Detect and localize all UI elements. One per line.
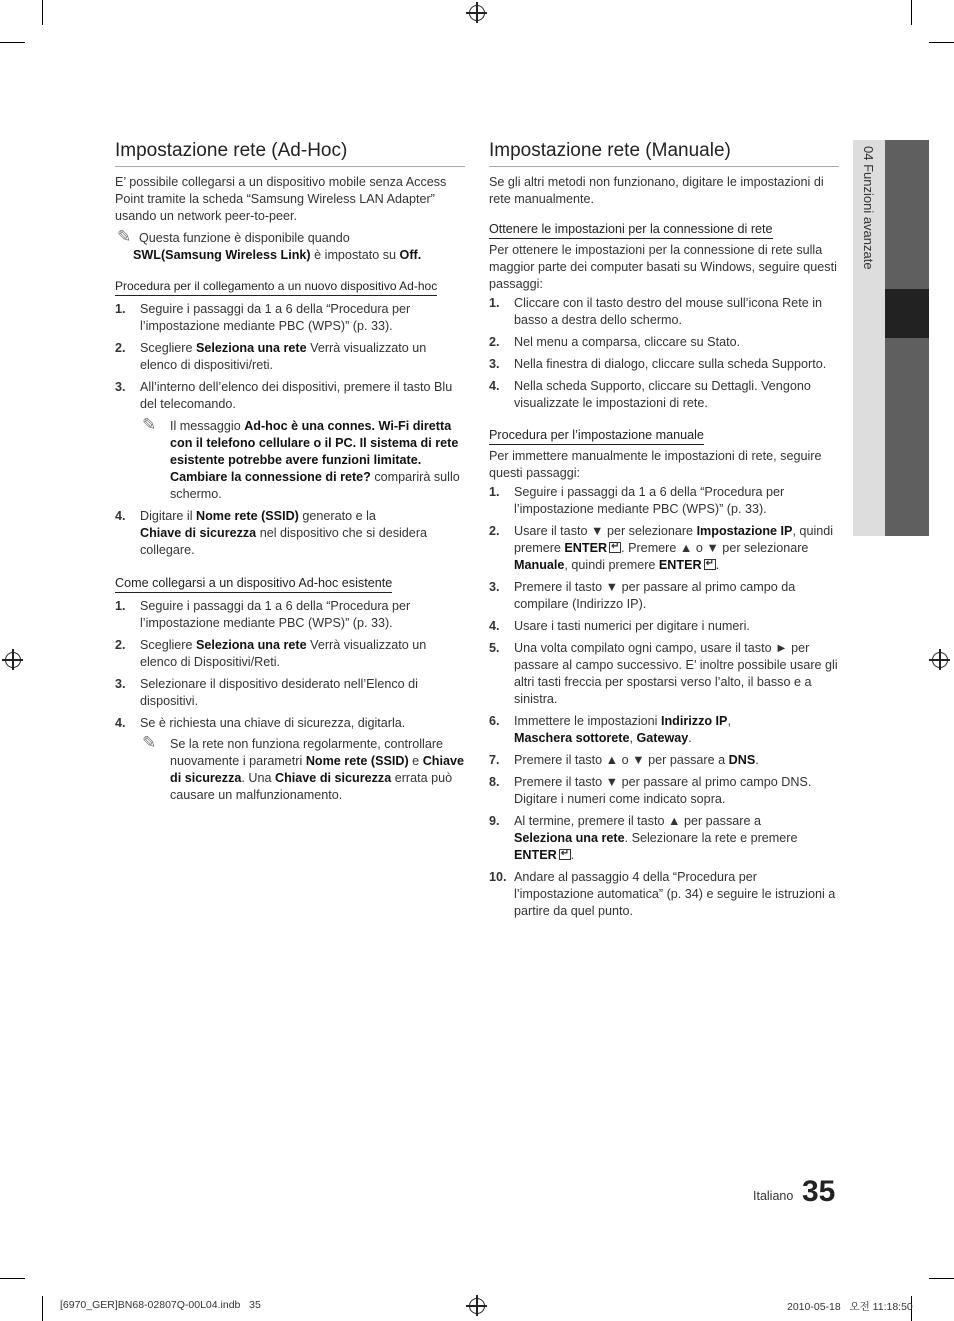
- enter-icon: [704, 559, 716, 570]
- list-item: 5. Una volta compilato ogni campo, usare il tasto ► per passare al campo successivo. E’ inoltre possibile usare gli altri tasti freccia per spostarsi verso l’alto, il basso e a sinistra.: [489, 641, 838, 706]
- list-item: 2. Nel menu a comparsa, cliccare su Stato.: [489, 335, 741, 349]
- left-column: [115, 140, 465, 804]
- list-item: 4. Usare i tasti numerici per digitare i numeri.: [489, 619, 750, 633]
- steps-list: [489, 484, 839, 920]
- paragraph: Per immettere manualmente le impostazioni di rete, seguire questi passaggi:: [489, 449, 822, 480]
- list-item: 6. Immettere le impostazioni Indirizzo IP, Maschera sottorete, Gateway.: [489, 714, 731, 745]
- pencil-note-icon: ✎: [117, 227, 132, 246]
- side-tab-active: [885, 289, 929, 338]
- side-tab-dark: [885, 140, 929, 536]
- side-tab-label: 04 Funzioni avanzate: [861, 146, 876, 270]
- crop-mark: [0, 1278, 25, 1279]
- enter-icon: [559, 849, 571, 860]
- subsection-title: Ottenere le impostazioni per la connessione di rete: [489, 221, 773, 239]
- list-item: 1. Cliccare con il tasto destro del mouse sull’icona Rete in basso a destra dello schermo.: [489, 296, 822, 327]
- right-column: [489, 140, 839, 920]
- list-item: 1. Seguire i passaggi da 1 a 6 della “Procedura per l’impostazione mediante PBC (WPS)” (p. 33).: [115, 302, 411, 333]
- subsection-title: Come collegarsi a un dispositivo Ad-hoc esistente: [115, 575, 392, 593]
- crop-mark: [42, 0, 43, 25]
- list-item: 3. Nella finestra di dialogo, cliccare sulla scheda Supporto.: [489, 357, 827, 371]
- pencil-note-icon: ✎: [142, 733, 157, 752]
- page-number: 35: [802, 1175, 836, 1208]
- crop-mark: [911, 0, 912, 25]
- list-item: 8. Premere il tasto ▼ per passare al primo campo DNS. Digitare i numeri come indicato sopra.: [489, 775, 812, 806]
- footer-timestamp: 2010-05-18 오전 11:18:50: [787, 1301, 913, 1313]
- list-item: 1. Seguire i passaggi da 1 a 6 della “Procedura per l’impostazione mediante PBC (WPS)” (p. 33).: [115, 599, 411, 630]
- section-title: Impostazione rete (Manuale): [489, 140, 839, 167]
- list-item: 4. Se è richiesta una chiave di sicurezza, digitarla.: [115, 716, 406, 730]
- pencil-note-icon: ✎: [142, 415, 157, 434]
- list-item: 4. Nella scheda Supporto, cliccare su Dettagli. Vengono visualizzate le impostazioni di rete.: [489, 379, 811, 410]
- steps-list: [115, 301, 465, 559]
- list-item: 3. Selezionare il dispositivo desiderato nell’Elenco di dispositivi.: [115, 677, 418, 708]
- footer-file: [6970_GER]BN68-02807Q-00L04.indb 35: [60, 1299, 261, 1311]
- note: ✎ Se la rete non funziona regolarmente, controllare nuovamente i parametri Nome rete (SSID) e Chiave di sicurezza. Una Chiave di sicurezza errata può causare un malfunzionamento.: [142, 733, 465, 802]
- intro-text: E’ possibile collegarsi a un dispositivo mobile senza Access Point tramite la scheda “Samsung Wireless LAN Adapter” usando un network peer-to-peer.: [115, 175, 447, 223]
- list-item: 3. All’interno dell’elenco dei dispositivi, premere il tasto Blu del telecomando.: [115, 380, 453, 411]
- list-item: 9. Al termine, premere il tasto ▲ per passare a Seleziona una rete. Selezionare la rete e premere ENTER↵ .: [489, 813, 839, 864]
- list-item: 4. Digitare il Nome rete (SSID) generato e la Chiave di sicurezza nel dispositivo che si desidera collegare.: [115, 509, 428, 557]
- intro-text: Se gli altri metodi non funzionano, digitare le impostazioni di rete manualmente.: [489, 175, 824, 206]
- note: ✎ Questa funzione è disponibile quando SWL(Samsung Wireless Link) è impostato su Off.: [117, 227, 422, 262]
- registration-mark-icon: [5, 652, 21, 668]
- note: ✎ Il messaggio Ad-hoc è una connes. Wi-Fi diretta con il telefono cellulare o il PC. Il sistema di rete esistente potrebbe avere funzioni limitate. Cambiare la connessione di rete? comparirà sullo schermo.: [142, 415, 460, 501]
- list-item: 10. Andare al passaggio 4 della “Procedura per l’impostazione automatica” (p. 34) e seguire le istruzioni a partire da quel punto.: [489, 870, 836, 918]
- footer-language: Italiano: [753, 1189, 794, 1203]
- list-item: 1. Seguire i passaggi da 1 a 6 della “Procedura per l’impostazione mediante PBC (WPS)” (p. 33).: [489, 485, 785, 516]
- registration-mark-icon: [469, 5, 485, 21]
- crop-mark: [42, 1296, 43, 1321]
- list-item: 2. Scegliere Seleziona una rete Verrà visualizzato un elenco di dispositivi/reti.: [115, 341, 427, 372]
- list-item: 3. Premere il tasto ▼ per passare al primo campo da compilare (Indirizzo IP).: [489, 580, 796, 611]
- list-item: 2. Scegliere Seleziona una rete Verrà visualizzato un elenco di Dispositivi/Reti.: [115, 638, 427, 669]
- subsection-title: Procedura per l’impostazione manuale: [489, 427, 704, 445]
- enter-icon: [609, 542, 621, 553]
- registration-mark-icon: [469, 1298, 485, 1314]
- crop-mark: [929, 42, 954, 43]
- list-item: 2. Usare il tasto ▼ per selezionare Impostazione IP, quindi premere ENTER↵ . Premere ▲ o ▼ per selezionare Manuale, quindi premere ENTER↵ .: [489, 523, 839, 574]
- crop-mark: [929, 1278, 954, 1279]
- steps-list: [489, 295, 839, 412]
- crop-mark: [0, 42, 25, 43]
- list-item: 7. Premere il tasto ▲ o ▼ per passare a DNS.: [489, 753, 759, 767]
- registration-mark-icon: [932, 652, 948, 668]
- subsection-title: Procedura per il collegamento a un nuovo dispositivo Ad-hoc: [115, 278, 437, 296]
- steps-list: [115, 598, 465, 804]
- section-title: Impostazione rete (Ad-Hoc): [115, 140, 465, 167]
- paragraph: Per ottenere le impostazioni per la connessione di rete sulla maggior parte dei computer basati su Windows, seguire questi passaggi:: [489, 243, 837, 291]
